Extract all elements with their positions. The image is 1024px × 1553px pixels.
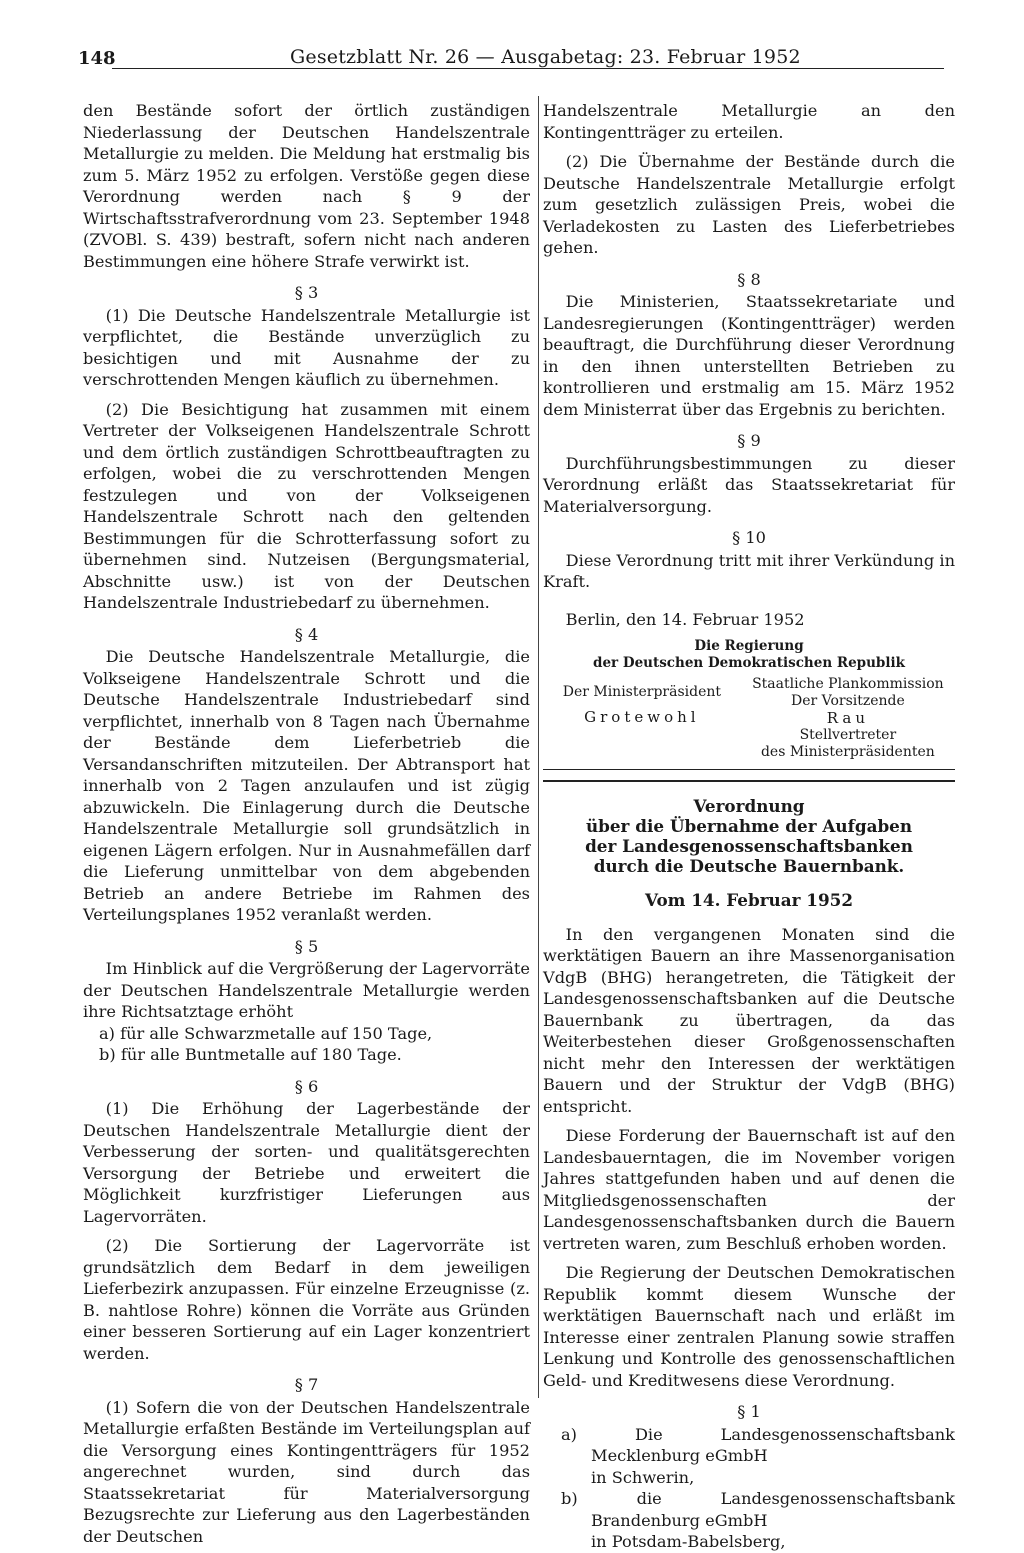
- preamble-paragraph-3: Die Regierung der Deutschen Demokratischen Republik kommt diesem Wunsche der werktätigen Bauernschaft nach und erläßt im Interesse einer zentralen Planung sowie straffen Lenkung und Kontrolle des genossenschaftlichen Geld- und Kreditwesens diese Verordnung.: [543, 1263, 955, 1390]
- section-4-heading: § 4: [294, 624, 319, 644]
- signatory-title-left: Der Ministerpräsident: [562, 684, 722, 700]
- section-7-continuation: Handelszentrale Metallurgie an den Kontingentträger zu erteilen.: [543, 101, 955, 142]
- ordinance-title-line-3: der Landesgenossenschaftsbanken: [585, 836, 913, 856]
- section-6-heading: § 6: [294, 1076, 319, 1096]
- signatory-org-right: Staatliche Plankommission: [752, 676, 944, 692]
- right-column-body: [527, 100, 955, 630]
- section-7-paragraph-1: (1) Sofern die von der Deutschen Handelszentrale Metallurgie erfaßten Bestände im Verteilungsplan auf die Versorgung eines Kontingentträgers für 1952 angerechnet wurden, sind durch das Staatssekretariat für Materialversorgung Bezugsrechte zur Lieferung aus den Lagerbeständen der Deutschen: [83, 1397, 530, 1546]
- section-8-paragraph-1: Die Ministerien, Staatssekretariate und Landesregierungen (Kontingentträger) werden beauftragt, die Durchführung dieser Verordnung in den ihnen unterstellten Betrieben zu kontrollieren und erstmalig am 15. März 1952 dem Ministerrat über das Ergebnis zu berichten.: [543, 292, 955, 419]
- signature-right: [741, 676, 955, 761]
- section-5-item-b: b) für alle Buntmetalle auf 180 Tage.: [99, 1045, 402, 1064]
- ordinance-title-line-4: durch die Deutsche Bauernbank.: [593, 856, 905, 876]
- section-9-paragraph-1: Durchführungsbestimmungen zu dieser Verordnung erläßt das Staatssekretariat für Materialversorgung.: [543, 453, 955, 516]
- section-5-item-a: a) für alle Schwarzmetalle auf 150 Tage,: [99, 1023, 433, 1043]
- ordinance-title-line-2: über die Übernahme der Aufgaben: [585, 816, 913, 836]
- section-separator-rule: [543, 780, 955, 782]
- government-line-2: der Deutschen Demokratischen Republik: [593, 655, 905, 671]
- section-3-paragraph-1: (1) Die Deutsche Handelszentrale Metallurgie ist verpflichtet, die Bestände unverzüglich zu besichtigen und mit Ausnahme der zu verschrottenden Mengen käuflich zu übernehmen.: [83, 305, 530, 389]
- section-5-heading: § 5: [294, 936, 319, 956]
- section-10-paragraph-1: Diese Verordnung tritt mit ihrer Verkündung in Kraft.: [543, 550, 955, 591]
- dateline: Berlin, den 14. Februar 1952: [565, 609, 805, 629]
- signature-left: [543, 676, 741, 761]
- preamble-paragraph-1: In den vergangenen Monaten sind die werktätigen Bauern an ihre Massenorganisation VdgB (BHG) herangetreten, die Tätigkeit der Landesgenossenschaftsbanken auf die Deutsche Bauernbank zu übertragen, da das Weiterbestehen dieser Großgenossenschaften nicht mehr den Interessen der werktätigen Bauern und der Struktur der VdgB (BHG) entspricht.: [543, 924, 955, 1116]
- signatory-title-right: Der Vorsitzende: [790, 693, 905, 709]
- section-6-paragraph-1: (1) Die Erhöhung der Lagerbestände der Deutschen Handelszentrale Metallurgie dient der Verbesserung der sorten- und qualitätsgerechten Versorgung der Betriebe und erweitert die Möglichkeit kurzfristiger Lieferungen aus Lagervorräten.: [83, 1099, 530, 1226]
- section-7-heading: § 7: [294, 1375, 319, 1394]
- ordinance-body: [527, 924, 955, 1423]
- ordinance-section-1-item-b-place: in Potsdam-Babelsberg,: [591, 1532, 786, 1551]
- signature-rule: [543, 769, 955, 770]
- section-10-heading: § 10: [732, 528, 766, 547]
- section-6-paragraph-2: (2) Die Sortierung der Lagervorräte ist grundsätzlich dem Bedarf in dem jeweiligen Lieferbezirk anzupassen. Für einzelne Erzeugnisse (z. B. nahtlose Rohre) können die Vorräte aus Gründen einer besseren Sortierung auf ein Lager konzentriert werden.: [83, 1236, 530, 1363]
- paragraph-continuation: den Bestände sofort der örtlich zuständigen Niederlassung der Deutschen Handelszentrale Metallurgie zu melden. Die Meldung hat erstmalig bis zum 5. März 1952 zu erfolgen. Verstöße gegen diese Verordnung werden nach § 9 der Wirtschaftsstrafverordnung vom 23. September 1948 (ZVOBl. S. 439) bestraft, sofern nicht nach anderen Bestimmungen eine höhere Strafe verwirkt ist.: [83, 101, 530, 271]
- section-7-paragraph-2: (2) Die Übernahme der Bestände durch die Deutsche Handelszentrale Metallurgie erfolgt zum gesetzlich zulässigen Preis, wobei die Verladekosten zu Lasten des Lieferbetriebes gehen.: [543, 152, 955, 257]
- ordinance-section-1-heading: § 1: [737, 1402, 761, 1421]
- gazette-header-title: Gesetzblatt Nr. 26 — Ausgabetag: 23. Februar 1952: [290, 46, 801, 68]
- ordinance-date: Vom 14. Februar 1952: [644, 890, 854, 910]
- government-heading: [527, 638, 955, 672]
- section-9-heading: § 9: [737, 431, 761, 450]
- ordinance-section-1-item-a: a) Die Landesgenossenschaftsbank Mecklenburg eGmbH: [561, 1424, 955, 1465]
- signatory-role-right-2: des Ministerpräsidenten: [760, 744, 935, 760]
- ordinance-title: [527, 796, 955, 876]
- page-number: 148: [78, 48, 116, 69]
- header-rule: [112, 68, 944, 69]
- signatory-role-right-1: Stellvertreter: [799, 727, 897, 743]
- signatory-name-right: Rau: [826, 709, 869, 727]
- ordinance-section-1-item-a-place: in Schwerin,: [591, 1467, 695, 1487]
- section-5-paragraph-1: Im Hinblick auf die Vergrößerung der Lagervorräte der Deutschen Handelszentrale Metallurgie werden ihre Richtsatztage erhöht: [83, 959, 530, 1021]
- right-column: [527, 100, 955, 1553]
- section-4-paragraph-1: Die Deutsche Handelszentrale Metallurgie, die Volkseigene Handelszentrale Schrott und die Deutsche Handelszentrale Industriebedarf sind verpflichtet, innerhalb von 8 Tagen nach Übernahme der Bestände dem Lieferbetrieb die Versandanschriften mitzuteilen. Der Abtransport hat innerhalb von 2 Tagen anzulaufen und ist zügig abzuwickeln. Die Einlagerung durch die Deutsche Handelszentrale Metallurgie soll grundsätzlich in eigenen Lägern erfolgen. Nur in Ausnahmefällen darf die Lieferung unmittelbar von dem abgebenden Betrieb an andere Betriebe im Rahmen des Verteilungsplanes 1952 veranlaßt werden.: [83, 647, 530, 924]
- page-header: [78, 44, 944, 74]
- ordinance-title-line-1: Verordnung: [693, 796, 805, 816]
- section-3-heading: § 3: [294, 283, 319, 302]
- section-8-heading: § 8: [737, 269, 761, 289]
- ordinance-section-1-item-b: b) die Landesgenossenschaftsbank Brandenburg eGmbH: [561, 1489, 955, 1530]
- section-3-paragraph-2: (2) Die Besichtigung hat zusammen mit einem Vertreter der Volkseigenen Handelszentrale Schrott und dem örtlich zuständigen Schrottbeauftragten zu erfolgen, wobei die zu verschrottenden Mengen festzulegen und von der Volkseigenen Handelszentrale Schrott nach den geltenden Bestimmungen für die Schrotterfassung sofort zu übernehmen sind. Nutzeisen (Bergungsmaterial, Abschnitte usw.) ist von der Deutschen Handelszentrale Industriebedarf zu übernehmen.: [83, 399, 530, 612]
- signatory-name-left: Grotewohl: [584, 708, 700, 726]
- signature-block: [527, 676, 955, 761]
- preamble-paragraph-2: Diese Forderung der Bauernschaft ist auf den Landesbauerntagen, die im November vorigen Jahres stattgefunden haben und auf denen die Mitgliedsgenossenschaften der Landesgenossenschaftsbanken durch die Bauern vertreten waren, zum Beschluß erhoben worden.: [543, 1126, 955, 1253]
- left-column: [83, 100, 530, 1547]
- government-line-1: Die Regierung: [694, 638, 804, 654]
